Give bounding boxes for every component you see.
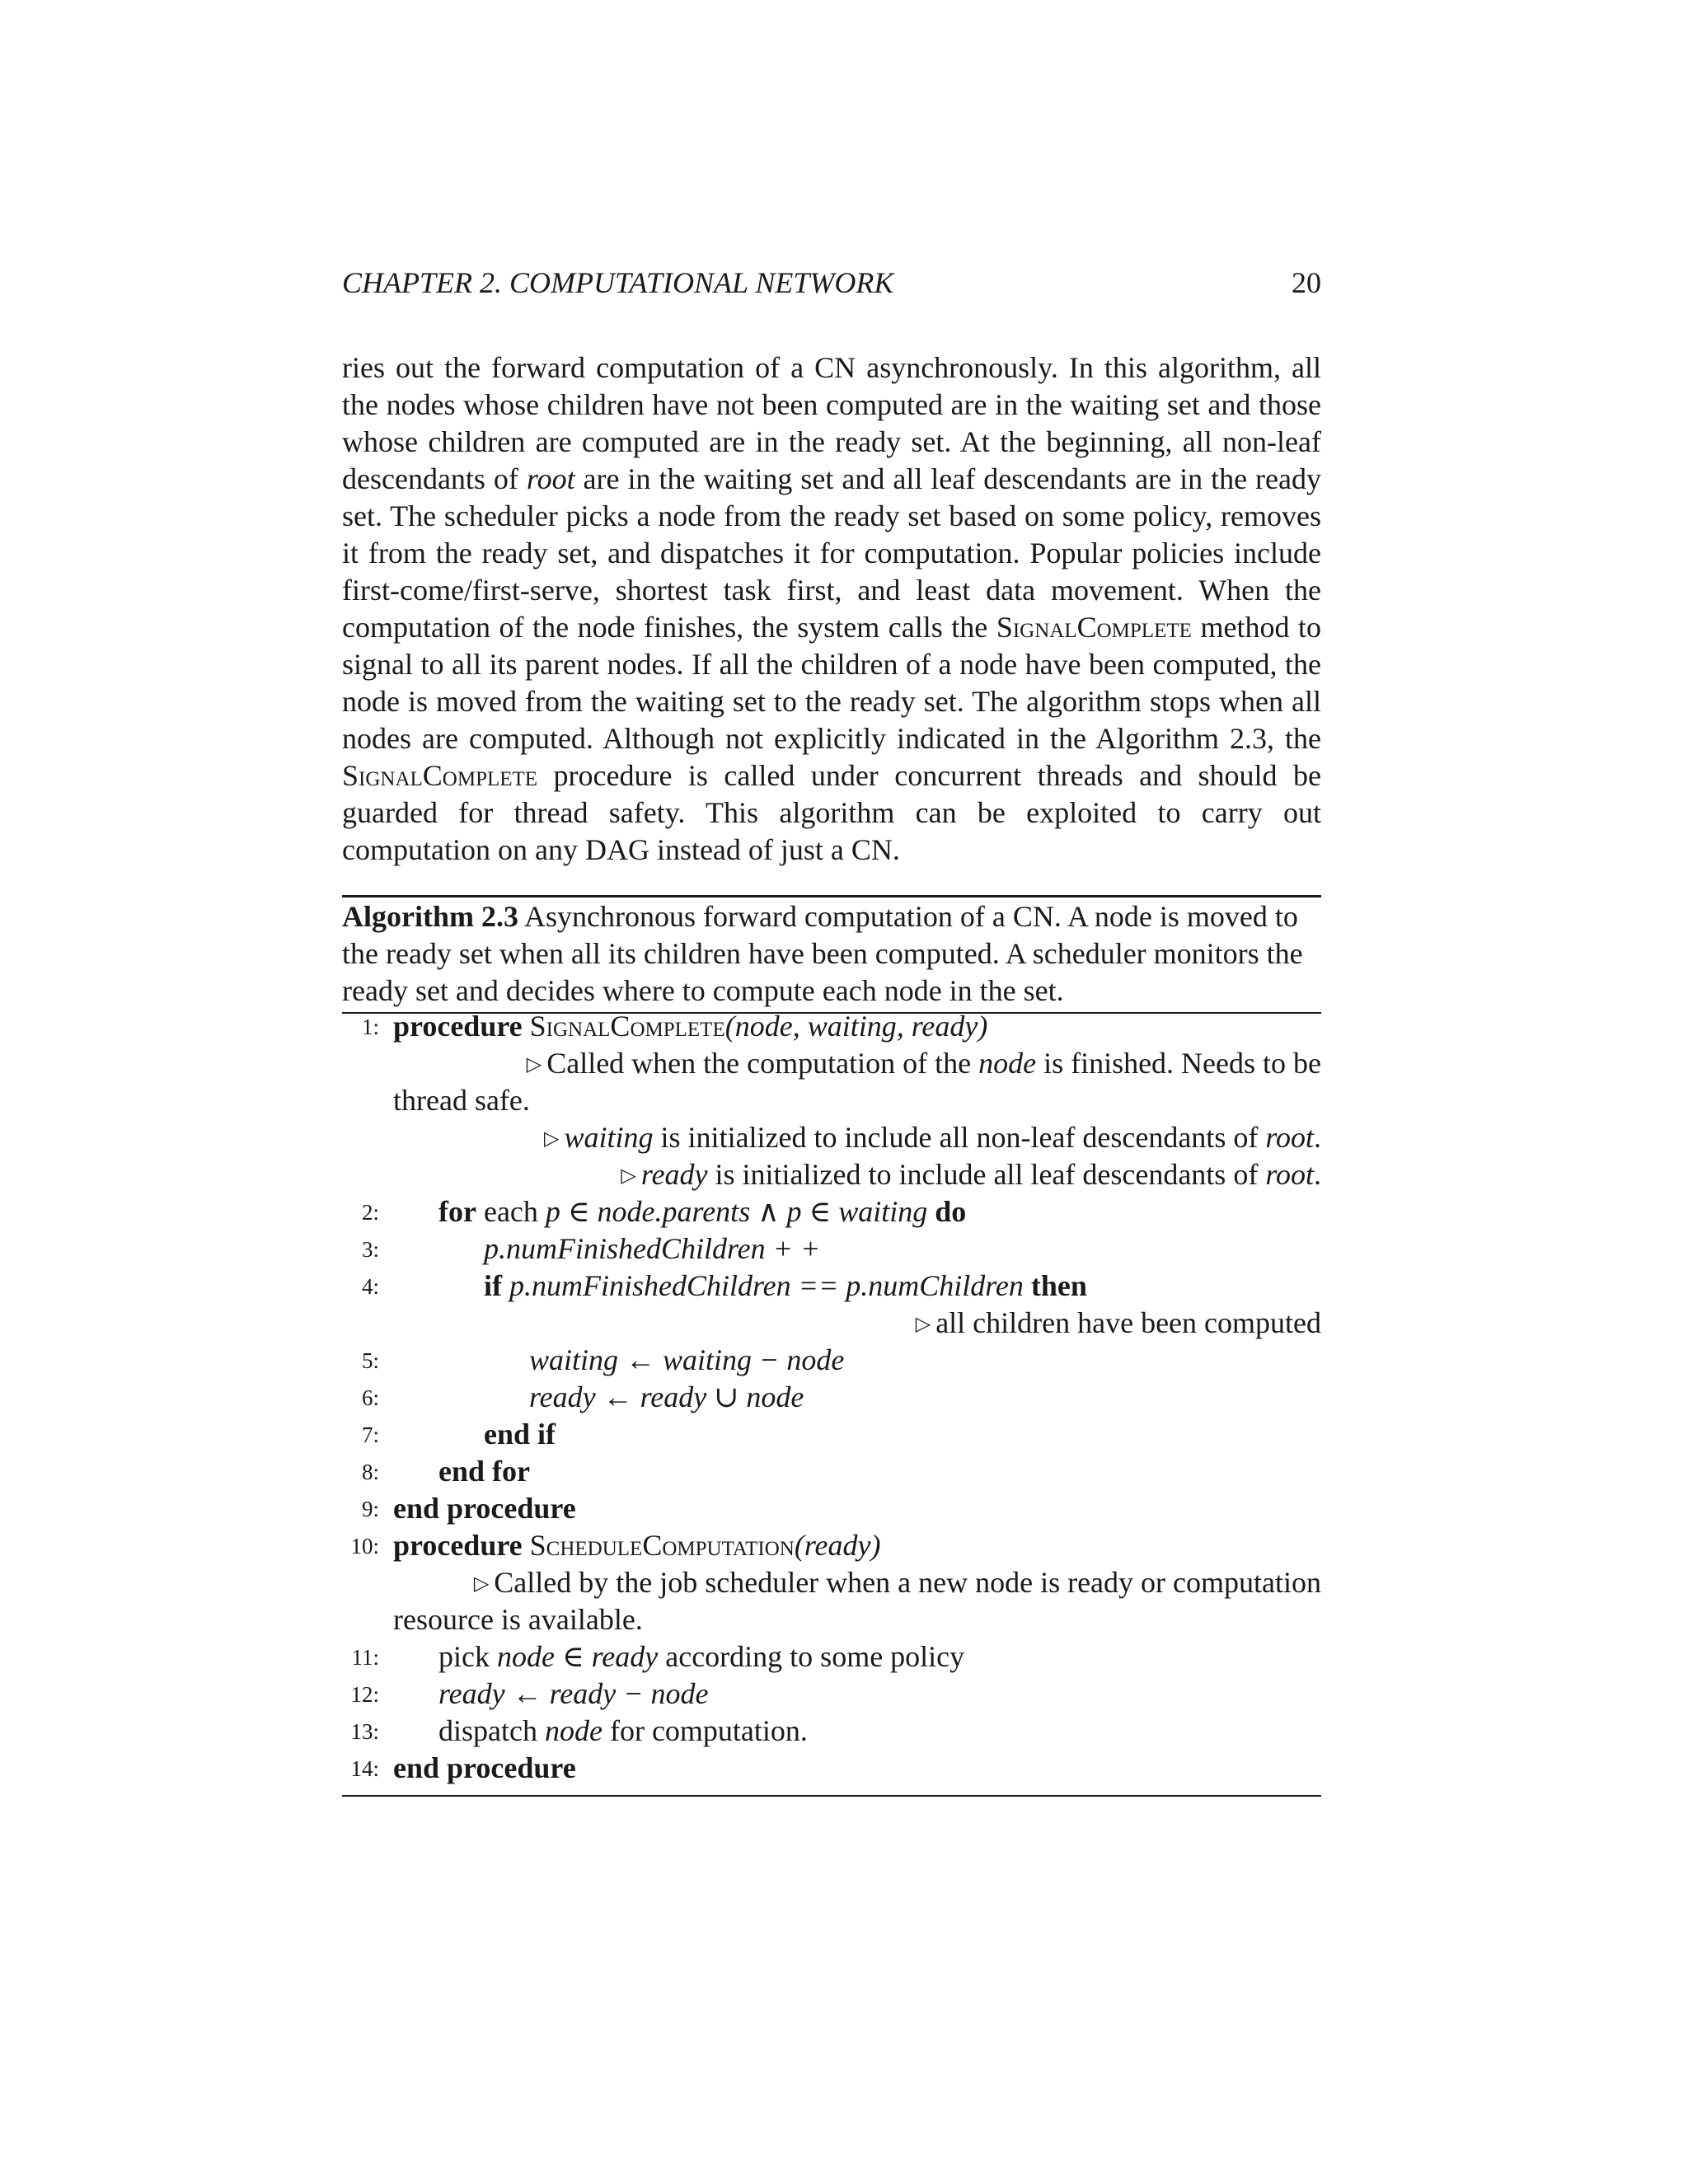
algorithm-line-6: ready ← ready ∪ node [529, 1380, 804, 1413]
algorithm-line-3: p.numFinishedChildren + + [484, 1232, 821, 1265]
algorithm-line-10 [393, 1528, 880, 1563]
comment-text: Called when the computation of the [546, 1047, 979, 1080]
algorithm-comment [544, 1120, 1321, 1155]
algorithm-line-2 [438, 1194, 966, 1229]
algorithm-comment [474, 1565, 1321, 1600]
algorithm-caption-text: Asynchronous forward computation of a CN. A node is moved to the ready set when all its children have been computed. A scheduler monitors the ready set and decides where to compute each node in the set. [342, 900, 1303, 1007]
algorithm-line-8: end for [438, 1455, 530, 1488]
algorithm-comment-cont: resource is available. [393, 1603, 643, 1636]
body-paragraph [342, 349, 1321, 869]
triangle-icon: ▷ [621, 1165, 636, 1187]
line-number: 6: [361, 1385, 379, 1410]
algorithm-line-5: waiting ← waiting − node [529, 1343, 845, 1376]
line-number: 1: [361, 1015, 379, 1039]
comment-var: node [978, 1047, 1037, 1080]
paragraph-text: are in the waiting set and all leaf descendants are in the ready set. The scheduler picks a node from the ready set based on some policy, removes it from the ready set, and dispatches it for computation. Popular policies include first-come/first-serve, shortest task first, and least data movement. When the computation of the node finishes, the system calls the [342, 462, 1321, 644]
line-number: 10: [350, 1534, 379, 1558]
line-number: 8: [361, 1460, 379, 1484]
algorithm-line-14: end procedure [393, 1751, 576, 1784]
line-number: 14: [350, 1756, 379, 1781]
triangle-icon: ▷ [526, 1054, 542, 1076]
comment-text: all children have been computed [935, 1306, 1321, 1339]
keyword: do [927, 1195, 967, 1228]
math-expression: node [544, 1714, 603, 1747]
comment-var: ready [640, 1158, 708, 1191]
math-expression: node ∈ ready [496, 1640, 659, 1673]
paragraph-text: procedure is called under concurrent threads and should be guarded for thread safety. This algorithm can be exploited to carry out computation on any DAG instead of just a CN. [342, 759, 1321, 866]
line-number: 7: [361, 1422, 379, 1447]
algorithm-caption [342, 898, 1321, 1010]
algorithm-label: Algorithm 2.3 [342, 900, 518, 933]
algorithm-line-4 [484, 1268, 1087, 1303]
algorithm-comment [527, 1046, 1321, 1080]
comment-text: is finished. Needs to be [1036, 1047, 1321, 1080]
procedure-name: SignalComplete [529, 1010, 725, 1043]
procedure-args: (ready) [794, 1529, 881, 1562]
line-text: pick [438, 1640, 497, 1673]
line-number: 4: [361, 1274, 379, 1299]
keyword: for [438, 1195, 476, 1228]
line-text: dispatch [438, 1714, 545, 1747]
procedure-name: ScheduleComputation [529, 1529, 795, 1562]
comment-var: root [1265, 1121, 1314, 1154]
algorithm-comment [916, 1305, 1321, 1340]
comment-text: is initialized to include all leaf descendants of [707, 1158, 1266, 1191]
paragraph-text: ries out the forward computation of a CN asynchronously. In this algorithm, all the nodes whose children have not been computed are in the waiting set and those whose children are computed are in the ready set. At the beginning, all non-leaf descendants of [342, 351, 1321, 495]
procedure-name: SignalComplete [342, 759, 538, 792]
triangle-icon: ▷ [915, 1314, 931, 1335]
comment-text: . [1314, 1121, 1321, 1154]
line-number: 12: [350, 1682, 379, 1707]
keyword: if [484, 1269, 502, 1302]
algorithm-comment [621, 1157, 1321, 1192]
comment-text: is initialized to include all non-leaf descendants of [653, 1121, 1266, 1154]
line-text: according to some policy [658, 1640, 965, 1673]
comment-text: . [1314, 1158, 1321, 1191]
algorithm-line-11 [438, 1639, 964, 1674]
keyword: procedure [393, 1529, 523, 1562]
algorithm-line-13 [438, 1713, 808, 1748]
comment-var: waiting [564, 1121, 654, 1154]
algorithm-line-9: end procedure [393, 1492, 576, 1525]
page-number: 20 [1292, 266, 1321, 299]
line-text: each [476, 1195, 546, 1228]
math-root: root [526, 462, 575, 495]
line-text: for computation. [602, 1714, 808, 1747]
line-number: 11: [351, 1645, 379, 1670]
line-number: 13: [350, 1719, 379, 1744]
algorithm-line-1 [393, 1009, 987, 1043]
algorithm-line-12: ready ← ready − node [438, 1677, 709, 1710]
comment-var: root [1265, 1158, 1314, 1191]
algorithm-bottom-rule [342, 1795, 1321, 1797]
running-header [342, 265, 1321, 307]
procedure-name: SignalComplete [996, 611, 1192, 644]
algorithm-comment-cont: thread safe. [393, 1084, 530, 1117]
triangle-icon: ▷ [544, 1128, 560, 1150]
math-expression: p ∈ node.parents ∧ p ∈ waiting [545, 1195, 928, 1228]
paragraph-text: method to signal to all its parent nodes. If all the children of a node have been computed, the node is moved from the waiting set to the ready set. The algorithm stops when all nodes are computed. Although not explicitly indicated in the Algorithm 2.3, the [342, 611, 1321, 755]
line-number: 5: [361, 1348, 379, 1373]
algorithm-line-7: end if [484, 1418, 556, 1451]
procedure-args: (node, waiting, ready) [724, 1010, 988, 1043]
line-number: 3: [361, 1237, 379, 1262]
math-expression: p.numFinishedChildren == p.numChildren [502, 1269, 1024, 1302]
comment-text: Called by the job scheduler when a new node is ready or computation [494, 1566, 1321, 1599]
algorithm-top-rule [342, 895, 1321, 898]
triangle-icon: ▷ [473, 1573, 490, 1595]
line-number: 9: [361, 1497, 379, 1521]
chapter-title: CHAPTER 2. COMPUTATIONAL NETWORK [342, 266, 894, 299]
line-number: 2: [361, 1200, 379, 1225]
keyword: procedure [393, 1010, 523, 1043]
keyword: then [1023, 1269, 1087, 1302]
